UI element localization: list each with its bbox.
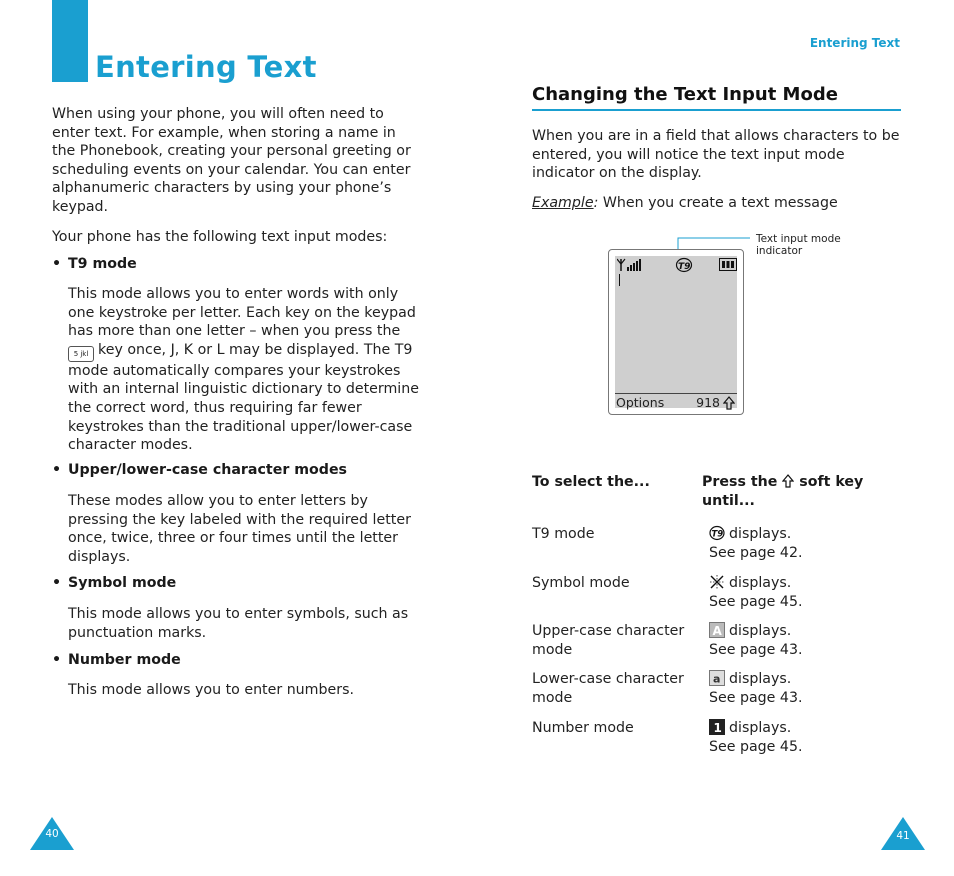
number-mode-description: This mode allows you to enter numbers.	[68, 682, 354, 698]
t9-icon-text: T9	[711, 529, 724, 540]
table-header-mode: To select the...	[532, 474, 650, 490]
number-one-text: 1	[713, 721, 722, 735]
table-header-action	[702, 473, 902, 511]
displays-text: displays.	[729, 671, 792, 687]
text-cursor	[619, 274, 620, 286]
page-reference: See page 43.	[709, 689, 803, 706]
example-label: Example	[532, 195, 594, 211]
number-one-icon	[709, 719, 725, 735]
symbol-mode-title: Symbol mode	[68, 575, 177, 591]
table-row-mode: Lower-case character mode	[532, 671, 684, 706]
t9-text-part1: This mode allows you to enter words with only one keystroke per letter. Each key on the keypad has more than one letter – when you press the	[68, 286, 416, 340]
key-5-icon: 5 jkl	[68, 346, 94, 362]
table-row-result	[709, 670, 899, 707]
right-intro: When you are in a field that allows characters to be entered, you will notice the text input mode indicator on the display.	[532, 128, 900, 182]
table-row-result	[709, 622, 899, 659]
softkey-divider	[615, 393, 737, 394]
t9-mode-indicator-icon	[675, 257, 693, 273]
t9-mode-heading	[52, 256, 137, 272]
example-line	[532, 194, 904, 213]
character-count: 918	[696, 395, 720, 410]
title-accent-bar	[52, 0, 88, 82]
shift-arrow-icon	[782, 474, 794, 488]
symbol-mode-heading	[52, 575, 176, 591]
table-row-result	[709, 719, 899, 756]
lowercase-a-icon	[709, 670, 725, 686]
lowercase-a-text: a	[713, 672, 721, 686]
bullet: •	[52, 462, 62, 478]
displays-text: displays.	[729, 575, 792, 591]
table-row-mode: Symbol mode	[532, 575, 630, 591]
bullet: •	[52, 652, 62, 668]
displays-text: displays.	[729, 720, 792, 736]
battery-icon	[719, 258, 737, 271]
example-text: When you create a text message	[602, 195, 838, 211]
header-suffix: soft key until...	[702, 474, 864, 509]
section-heading: Changing the Text Input Mode	[532, 84, 901, 111]
phone-display-illustration	[608, 249, 744, 415]
t9-icon	[709, 525, 725, 541]
page-title: Entering Text	[95, 50, 317, 84]
page-reference: See page 45.	[709, 738, 803, 755]
bullet: •	[52, 256, 62, 272]
t9-text-part2: key once, J, K or L may be displayed. The T9 mode automatically compares your keystrokes with an internal linguistic dictionary to determine the correct word, thus requiring far fewer keystrokes than the traditional upper/lower-case character modes.	[68, 341, 419, 454]
table-row-mode: Number mode	[532, 720, 634, 736]
page-reference: See page 42.	[709, 544, 803, 561]
number-mode-title: Number mode	[68, 652, 181, 668]
page-reference: See page 45.	[709, 593, 803, 610]
uppercase-a-text: A	[712, 624, 722, 638]
page-number-right: 41	[896, 830, 910, 842]
running-header: Entering Text	[809, 36, 900, 50]
page-number-left: 40	[45, 828, 59, 840]
signal-strength-icon	[617, 258, 643, 272]
callout-label: Text input mode indicator	[756, 233, 841, 257]
phone-screen	[615, 256, 737, 408]
table-row-result	[709, 574, 899, 611]
page-reference: See page 43.	[709, 641, 803, 658]
case-mode-title: Upper/lower-case character modes	[68, 462, 348, 478]
bullet: •	[52, 575, 62, 591]
symbol-mode-description: This mode allows you to enter symbols, such as punctuation marks.	[68, 606, 409, 641]
header-prefix: Press the	[702, 474, 778, 490]
t9-indicator-text: T9	[678, 262, 691, 272]
number-mode-heading	[52, 652, 181, 668]
table-row-mode: Upper-case character mode	[532, 623, 685, 658]
case-mode-heading	[52, 462, 347, 478]
table-row-result	[709, 525, 899, 562]
uppercase-a-icon	[709, 622, 725, 638]
symbol-icon	[709, 574, 725, 590]
table-row-mode: T9 mode	[532, 526, 595, 542]
intro-paragraph: When using your phone, you will often need to enter text. For example, when storing a name in the Phonebook, creating your personal greeting or scheduling events on your calendar. You can enter alphanumeric characters by using your phone’s keypad.	[52, 106, 411, 215]
shift-arrow-icon	[723, 396, 735, 410]
options-softkey-label: Options	[616, 395, 665, 410]
t9-mode-description	[68, 285, 420, 455]
case-mode-description: These modes allow you to enter letters by pressing the key labeled with the required letter once, twice, three or four times until the letter displays.	[68, 493, 411, 565]
displays-text: displays.	[729, 526, 792, 542]
t9-mode-title: T9 mode	[68, 256, 137, 272]
displays-text: displays.	[729, 623, 792, 639]
example-colon: :	[593, 195, 599, 211]
modes-intro: Your phone has the following text input modes:	[52, 229, 388, 245]
